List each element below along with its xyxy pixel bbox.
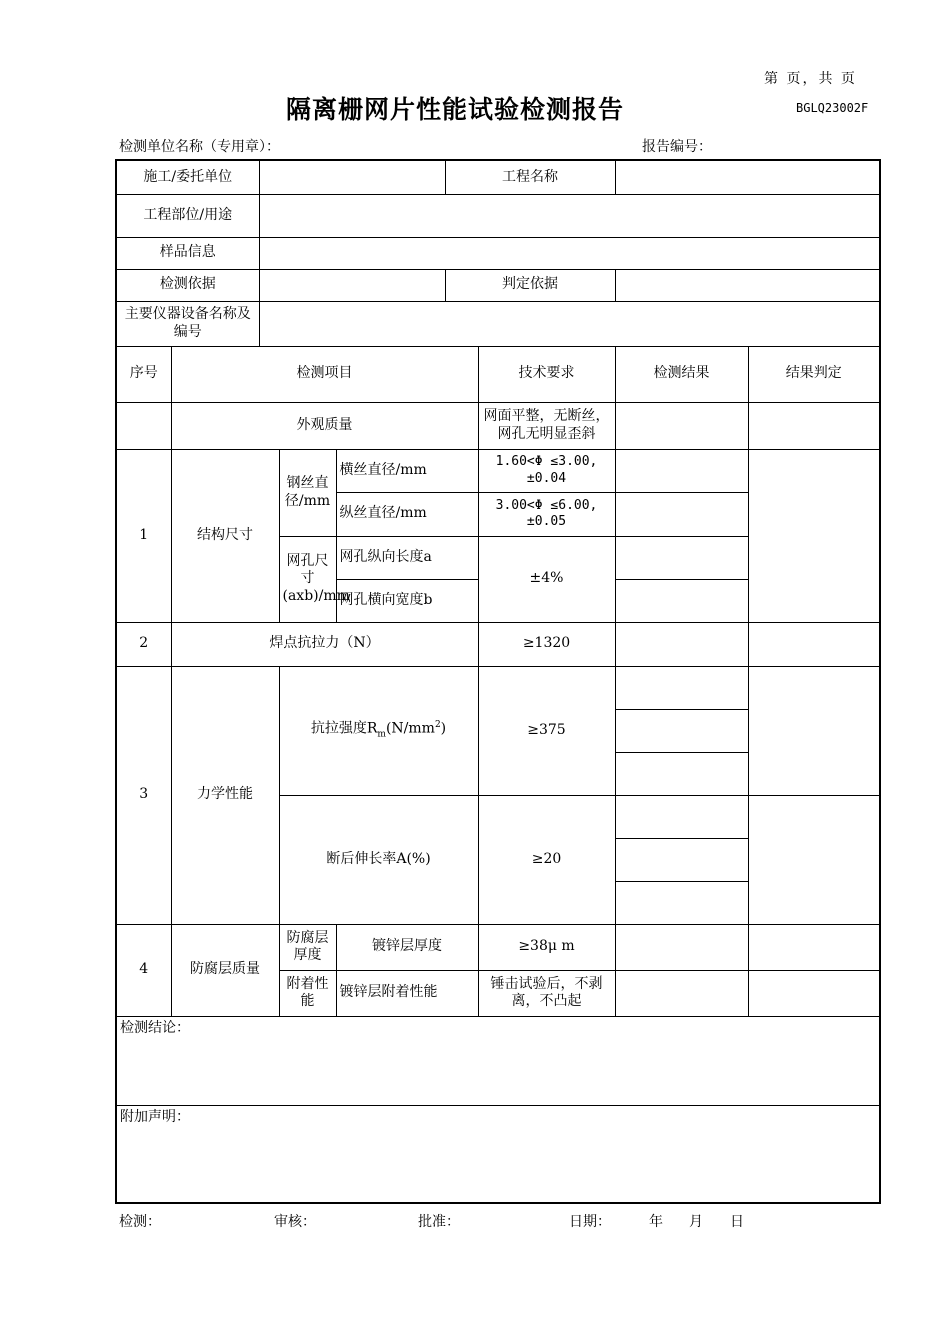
appearance-judge[interactable] (748, 402, 880, 449)
appearance-result[interactable] (615, 402, 748, 449)
tensile-result-2[interactable] (615, 709, 748, 752)
wire-horizontal-requirement: 1.60<Φ ≤3.00,±0.04 (478, 449, 615, 492)
col-item: 检测项目 (171, 346, 478, 402)
client-label: 施工/委托单位 (116, 160, 259, 194)
zinc-thickness-requirement: ≥38μ m (478, 924, 615, 970)
elongation-result-1[interactable] (615, 795, 748, 838)
mesh-length-label: 网孔纵向长度a (336, 536, 478, 579)
sample-value[interactable] (259, 237, 880, 269)
weld-judge[interactable] (748, 622, 880, 666)
statement-label: 附加声明： (120, 1108, 190, 1125)
tensile-close: ) (440, 720, 447, 737)
mesh-width-label: 网孔横向宽度b (336, 579, 478, 622)
document-code: BGLQ23002F (796, 101, 869, 115)
basis-value[interactable] (259, 269, 445, 301)
col-seq: 序号 (116, 346, 171, 402)
corrosion-seq: 4 (116, 924, 171, 1016)
conclusion-cell[interactable] (116, 1016, 880, 1105)
tensile-requirement: ≥375 (478, 666, 615, 795)
tensile-strength-label (279, 666, 478, 795)
wire-diameter-group: 钢丝直径/mm (279, 449, 336, 536)
wire-vertical-requirement: 3.00<Φ ≤6.00,±0.05 (478, 492, 615, 536)
elongation-judge[interactable] (748, 795, 880, 924)
weld-item: 焊点抗拉力（N） (171, 622, 478, 666)
part-label: 工程部位/用途 (116, 194, 259, 237)
col-result: 检测结果 (615, 346, 748, 402)
elongation-requirement: ≥20 (478, 795, 615, 924)
zinc-thickness-result[interactable] (615, 924, 748, 970)
project-name-label: 工程名称 (445, 160, 615, 194)
basis-label: 检测依据 (116, 269, 259, 301)
zinc-adhesion-label: 镀锌层附着性能 (336, 970, 478, 1016)
tensile-unit: (N/mm (385, 720, 435, 737)
client-value[interactable] (259, 160, 445, 194)
footer-date-label: 日期： (569, 1214, 611, 1230)
mechanical-seq: 3 (116, 666, 171, 924)
wire-horizontal-label: 横丝直径/mm (336, 449, 478, 492)
weld-requirement: ≥1320 (478, 622, 615, 666)
structure-item: 结构尺寸 (171, 449, 279, 622)
col-requirement: 技术要求 (478, 346, 615, 402)
zinc-adhesion-judge[interactable] (748, 970, 880, 1016)
instrument-value[interactable] (259, 301, 880, 346)
zinc-thickness-judge[interactable] (748, 924, 880, 970)
corrosion-item: 防腐层质量 (171, 924, 279, 1016)
weld-result[interactable] (615, 622, 748, 666)
wire-vertical-result[interactable] (615, 492, 748, 536)
part-value[interactable] (259, 194, 880, 237)
tensile-result-3[interactable] (615, 752, 748, 795)
elongation-label: 断后伸长率A(%) (279, 795, 478, 924)
structure-seq: 1 (116, 449, 171, 622)
mesh-width-result[interactable] (615, 579, 748, 622)
project-name-value[interactable] (615, 160, 880, 194)
testing-unit-label: 检测单位名称（专用章）： (119, 139, 280, 155)
mechanical-item: 力学性能 (171, 666, 279, 924)
weld-seq: 2 (116, 622, 171, 666)
wire-horizontal-result[interactable] (615, 449, 748, 492)
footer-test-label: 检测： (119, 1214, 161, 1230)
appearance-seq (116, 402, 171, 449)
coating-thickness-group: 防腐层厚度 (279, 924, 336, 970)
structure-judge[interactable] (748, 449, 880, 622)
appearance-item: 外观质量 (171, 402, 478, 449)
footer-review-label: 审核： (274, 1214, 316, 1230)
mesh-requirement: ±4% (478, 536, 615, 622)
zinc-adhesion-result[interactable] (615, 970, 748, 1016)
wire-vertical-label: 纵丝直径/mm (336, 492, 478, 536)
footer-month: 月 (689, 1214, 703, 1230)
document-title: 隔离栅网片性能试验检测报告 (285, 95, 624, 124)
zinc-adhesion-requirement: 锤击试验后，不剥离，不凸起 (478, 970, 615, 1016)
mesh-length-result[interactable] (615, 536, 748, 579)
zinc-thickness-label: 镀锌层厚度 (336, 924, 478, 970)
footer-year: 年 (649, 1214, 663, 1230)
footer-approve-label: 批准： (418, 1214, 460, 1230)
report-table (115, 159, 881, 1204)
judge-basis-label: 判定依据 (445, 269, 615, 301)
adhesion-group: 附着性能 (279, 970, 336, 1016)
footer-day: 日 (730, 1214, 744, 1230)
tensile-result-1[interactable] (615, 666, 748, 709)
tensile-sup: 2 (434, 720, 441, 731)
tensile-judge[interactable] (748, 666, 880, 795)
col-judge: 结果判定 (748, 346, 880, 402)
report-number-label: 报告编号： (642, 139, 712, 155)
tensile-prefix: 抗拉强度R (310, 720, 378, 737)
elongation-result-3[interactable] (615, 881, 748, 924)
sample-label: 样品信息 (116, 237, 259, 269)
appearance-requirement: 网面平整，无断丝，网孔无明显歪斜 (478, 402, 615, 449)
page-indicator: 第 页，共 页 (764, 71, 857, 87)
elongation-result-2[interactable] (615, 838, 748, 881)
mesh-size-group: 网孔尺寸(axb)/mm (279, 536, 336, 622)
judge-basis-value[interactable] (615, 269, 880, 301)
instrument-label: 主要仪器设备名称及编号 (116, 301, 259, 346)
statement-cell[interactable] (116, 1105, 880, 1203)
tensile-sub: m (377, 729, 386, 740)
conclusion-label: 检测结论： (120, 1019, 190, 1036)
